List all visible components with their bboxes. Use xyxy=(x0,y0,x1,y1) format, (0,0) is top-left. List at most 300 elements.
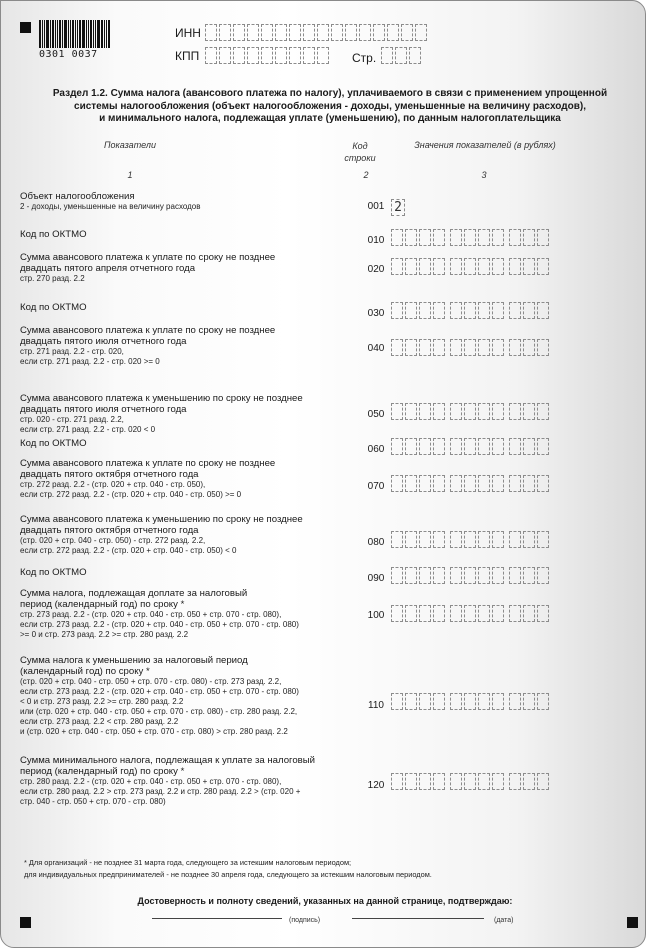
indicator-formula: >= 0 и стр. 273 разд. 2.2 >= стр. 280 разд. 2.2 xyxy=(20,630,189,639)
value-cells[interactable] xyxy=(391,302,551,319)
value-cell[interactable] xyxy=(537,531,549,548)
value-cell[interactable] xyxy=(433,693,445,710)
barcode-bar xyxy=(106,20,107,48)
signature-line[interactable] xyxy=(152,918,282,919)
value-cell[interactable] xyxy=(537,438,549,455)
value-cell[interactable] xyxy=(433,605,445,622)
value-cell[interactable] xyxy=(492,302,504,319)
input-cell[interactable] xyxy=(205,47,217,64)
footnote-line: * Для организаций - не позднее 31 марта года, следующего за истекшим налоговым периодом; xyxy=(24,858,352,867)
signature-caption: (подпись) xyxy=(289,917,321,924)
value-cell[interactable] xyxy=(405,605,417,622)
value-cell[interactable] xyxy=(523,258,535,275)
indicator-formula: 2 - доходы, уменьшенные на величину расходов xyxy=(20,202,201,211)
value-cell[interactable] xyxy=(464,605,476,622)
indicator-label: Код по ОКТМО xyxy=(20,229,87,240)
value-cell[interactable] xyxy=(509,475,521,492)
input-cell[interactable] xyxy=(345,24,357,41)
value-cell[interactable] xyxy=(537,605,549,622)
value-cell[interactable] xyxy=(433,258,445,275)
value-cell[interactable] xyxy=(478,693,490,710)
value-cell[interactable] xyxy=(433,567,445,584)
barcode-bar xyxy=(82,20,85,48)
value-cell[interactable] xyxy=(391,567,403,584)
value-cell[interactable] xyxy=(450,339,462,356)
indicator-label: Код по ОКТМО xyxy=(20,567,87,578)
value-cells[interactable] xyxy=(391,531,551,548)
value-cell[interactable] xyxy=(419,229,431,246)
value-cell[interactable] xyxy=(509,531,521,548)
barcode-bar xyxy=(72,20,74,48)
indicator-formula: если стр. 280 разд. 2.2 > стр. 273 разд. 2.2 и стр. 280 разд. 2.2 > (стр. 020 + xyxy=(20,787,301,796)
value-cell[interactable] xyxy=(405,302,417,319)
page-cells[interactable] xyxy=(381,47,423,64)
value-cell[interactable] xyxy=(450,605,462,622)
input-cell[interactable] xyxy=(381,47,393,64)
value-cell[interactable] xyxy=(464,258,476,275)
barcode xyxy=(39,20,127,60)
value-cell[interactable] xyxy=(509,693,521,710)
value-cell[interactable] xyxy=(509,229,521,246)
section-title-line: системы налогообложения (объект налогообложения - доходы, уменьшенные на величину расходов), xyxy=(74,100,586,112)
indicator-row-060 xyxy=(20,438,645,455)
indicator-row-040 xyxy=(20,325,645,367)
value-cell[interactable] xyxy=(419,531,431,548)
value-cell[interactable] xyxy=(509,773,521,790)
value-cell[interactable] xyxy=(492,229,504,246)
barcode-bar xyxy=(90,20,92,48)
corner-marker-bottom-left xyxy=(20,917,31,928)
value-cell[interactable] xyxy=(391,605,403,622)
value-cell[interactable] xyxy=(433,475,445,492)
indicator-formula: (стр. 020 + стр. 040 - стр. 050) - стр. 272 разд. 2.2, xyxy=(20,536,206,545)
value-cell[interactable] xyxy=(509,438,521,455)
value-cell[interactable] xyxy=(509,403,521,420)
indicator-row-020 xyxy=(20,252,645,284)
value-cell[interactable] xyxy=(405,531,417,548)
value-cell[interactable] xyxy=(450,403,462,420)
date-line[interactable] xyxy=(352,918,484,919)
indicator-formula: или (стр. 020 + стр. 040 - стр. 050 + стр. 070 - стр. 080) - стр. 280 разд. 2.2, xyxy=(20,707,298,716)
value-cell[interactable] xyxy=(523,531,535,548)
barcode-bar xyxy=(55,20,56,48)
value-cell[interactable] xyxy=(464,531,476,548)
input-cell[interactable] xyxy=(289,47,301,64)
barcode-bar xyxy=(104,20,105,48)
barcode-bar xyxy=(79,20,81,48)
value-cell[interactable] xyxy=(450,693,462,710)
date-caption: (дата) xyxy=(494,917,514,924)
line-code: 040 xyxy=(367,343,385,354)
value-cell[interactable] xyxy=(391,403,403,420)
value-cell[interactable] xyxy=(492,693,504,710)
line-code: 030 xyxy=(367,308,385,319)
barcode-bar xyxy=(64,20,67,48)
value-cell[interactable] xyxy=(405,567,417,584)
kpp-label: КПП xyxy=(175,49,200,63)
indicator-formula: если стр. 273 разд. 2.2 - (стр. 020 + стр. 040 - стр. 050 + стр. 070 - стр. 080) xyxy=(20,687,299,696)
page-label: Стр. xyxy=(352,51,377,65)
line-code: 060 xyxy=(367,444,385,455)
indicator-label: период (календарный год) по сроку * xyxy=(20,599,185,610)
value-cell[interactable] xyxy=(537,339,549,356)
value-cell[interactable] xyxy=(464,339,476,356)
barcode-bar xyxy=(101,20,103,48)
footnote xyxy=(24,857,432,881)
value-cell[interactable] xyxy=(523,605,535,622)
value-cell[interactable] xyxy=(405,693,417,710)
value-cell[interactable] xyxy=(391,531,403,548)
input-cell[interactable] xyxy=(247,24,259,41)
value-cell[interactable] xyxy=(433,403,445,420)
object-value-cell[interactable]: 2 xyxy=(391,199,405,216)
value-cell[interactable] xyxy=(450,475,462,492)
value-cell[interactable] xyxy=(464,229,476,246)
value-cell[interactable] xyxy=(478,229,490,246)
value-cell[interactable] xyxy=(391,693,403,710)
value-cell[interactable] xyxy=(523,339,535,356)
inn-cells[interactable] xyxy=(205,24,429,41)
value-cell[interactable] xyxy=(537,693,549,710)
indicator-label: Сумма авансового платежа к уплате по сроку не позднее xyxy=(20,458,276,469)
barcode-bar xyxy=(108,20,110,48)
value-cell[interactable] xyxy=(450,229,462,246)
line-code: 020 xyxy=(367,264,385,275)
col-header-code-line1: Код xyxy=(352,141,368,151)
value-cell[interactable] xyxy=(478,567,490,584)
input-cell[interactable] xyxy=(401,24,413,41)
section-title-line: Раздел 1.2. Сумма налога (авансового платежа по налогу), уплачиваемого в связи с применением упрощенной xyxy=(52,88,608,99)
input-cell[interactable] xyxy=(331,24,343,41)
barcode-bar xyxy=(77,20,78,48)
value-cell[interactable] xyxy=(537,302,549,319)
value-cell[interactable] xyxy=(509,339,521,356)
col-header-indicators: Показатели xyxy=(104,140,156,150)
input-cell[interactable] xyxy=(303,24,315,41)
indicator-row-120 xyxy=(20,755,645,807)
value-cell[interactable] xyxy=(537,258,549,275)
col-header-values: Значения показателей (в рублях) xyxy=(414,140,556,150)
input-cell[interactable] xyxy=(205,24,217,41)
kpp-cells[interactable] xyxy=(205,47,331,64)
value-cell[interactable] xyxy=(523,567,535,584)
indicator-label: двадцать пятого апреля отчетного года xyxy=(20,263,196,274)
indicator-label: Сумма налога к уменьшению за налоговый период xyxy=(20,655,248,666)
barcode-bar xyxy=(59,20,61,48)
value-cell[interactable] xyxy=(450,773,462,790)
value-cell[interactable] xyxy=(433,438,445,455)
value-cell[interactable] xyxy=(419,475,431,492)
indicator-formula: стр. 020 - стр. 271 разд. 2.2, xyxy=(20,415,124,424)
indicator-label: Сумма налога, подлежащая доплате за налоговый xyxy=(20,588,248,599)
value-cell[interactable] xyxy=(523,302,535,319)
value-cell[interactable] xyxy=(492,605,504,622)
indicator-formula: стр. 280 разд. 2.2 - (стр. 020 + стр. 040 - стр. 050 + стр. 070 - стр. 080), xyxy=(20,777,282,786)
value-cell[interactable] xyxy=(419,438,431,455)
value-cell[interactable] xyxy=(523,773,535,790)
value-cell[interactable] xyxy=(492,531,504,548)
barcode-bar xyxy=(42,20,43,48)
input-cell[interactable] xyxy=(395,47,407,64)
value-cell[interactable] xyxy=(464,693,476,710)
barcode-bar xyxy=(93,20,94,48)
line-code: 050 xyxy=(367,409,385,420)
line-code: 090 xyxy=(367,573,385,584)
value-cell[interactable] xyxy=(492,403,504,420)
corner-marker-bottom-right xyxy=(627,917,638,928)
col-header-code xyxy=(340,140,380,164)
value-cell[interactable] xyxy=(492,339,504,356)
input-cell[interactable] xyxy=(415,24,427,41)
value-cell[interactable] xyxy=(419,693,431,710)
indicator-label: Объект налогообложения xyxy=(20,191,135,202)
indicator-formula: стр. 271 разд. 2.2 - стр. 020, xyxy=(20,347,124,356)
value-cell[interactable] xyxy=(478,605,490,622)
indicator-row-080 xyxy=(20,514,645,556)
indicator-row-090 xyxy=(20,567,645,584)
value-cell[interactable] xyxy=(509,302,521,319)
value-cell[interactable] xyxy=(537,229,549,246)
value-cell[interactable] xyxy=(450,258,462,275)
value-cell[interactable] xyxy=(405,258,417,275)
value-cell[interactable] xyxy=(478,475,490,492)
value-cell[interactable] xyxy=(405,438,417,455)
barcode-bar xyxy=(46,20,49,48)
line-code: 010 xyxy=(367,235,385,246)
value-cell[interactable] xyxy=(537,475,549,492)
barcode-bar xyxy=(88,20,89,48)
value-cell[interactable] xyxy=(391,438,403,455)
value-cell[interactable] xyxy=(450,531,462,548)
value-cell[interactable] xyxy=(523,403,535,420)
indicator-label: двадцать пятого июля отчетного года xyxy=(20,404,187,415)
input-cell[interactable] xyxy=(233,24,245,41)
value-cell[interactable] xyxy=(492,773,504,790)
value-cell[interactable] xyxy=(537,403,549,420)
input-cell[interactable] xyxy=(275,47,287,64)
indicator-label: Сумма авансового платежа к уплате по сроку не позднее xyxy=(20,252,276,263)
barcode-bar xyxy=(50,20,51,48)
indicator-formula: если стр. 272 разд. 2.2 - (стр. 020 + стр. 040 - стр. 050) < 0 xyxy=(20,546,237,555)
input-cell[interactable] xyxy=(317,24,329,41)
indicator-label: двадцать пятого октября отчетного года xyxy=(20,469,199,480)
barcode-bar xyxy=(70,20,71,48)
indicator-formula: если стр. 271 разд. 2.2 - стр. 020 < 0 xyxy=(20,425,156,434)
indicator-formula: если стр. 273 разд. 2.2 < стр. 280 разд. 2.2 xyxy=(20,717,179,726)
indicator-row-100 xyxy=(20,588,645,640)
value-cell[interactable] xyxy=(492,475,504,492)
value-cells[interactable] xyxy=(391,605,551,622)
indicator-formula: и (стр. 020 + стр. 040 - стр. 050 + стр. 070 - стр. 080) > стр. 280 разд. 2.2 xyxy=(20,727,288,736)
value-cell[interactable] xyxy=(464,475,476,492)
input-cell[interactable] xyxy=(247,47,259,64)
line-code: 100 xyxy=(367,610,385,621)
value-cell[interactable] xyxy=(523,438,535,455)
indicator-label: двадцать пятого июля отчетного года xyxy=(20,336,187,347)
barcode-bar xyxy=(62,20,63,48)
col-header-code-line2: строки xyxy=(344,153,376,163)
value-cell[interactable] xyxy=(391,258,403,275)
indicator-formula: если стр. 273 разд. 2.2 - (стр. 020 + стр. 040 - стр. 050 + стр. 070 - стр. 080) xyxy=(20,620,299,629)
input-cell[interactable] xyxy=(387,24,399,41)
value-cell[interactable] xyxy=(523,229,535,246)
indicator-label: Код по ОКТМО xyxy=(20,302,87,313)
indicator-label: Сумма авансового платежа к уменьшению по сроку не позднее xyxy=(20,514,303,525)
input-cell[interactable] xyxy=(317,47,329,64)
value-cell[interactable] xyxy=(509,605,521,622)
input-cell[interactable] xyxy=(409,47,421,64)
barcode-bar xyxy=(86,20,87,48)
value-cell[interactable] xyxy=(391,302,403,319)
input-cell[interactable] xyxy=(275,24,287,41)
indicator-formula: стр. 272 разд. 2.2 - (стр. 020 + стр. 040 - стр. 050), xyxy=(20,480,206,489)
indicator-row-030 xyxy=(20,302,645,319)
indicator-formula: стр. 273 разд. 2.2 - (стр. 020 + стр. 040 - стр. 050 + стр. 070 - стр. 080), xyxy=(20,610,282,619)
value-cells[interactable] xyxy=(391,258,551,275)
value-cell[interactable] xyxy=(464,773,476,790)
col-number-3: 3 xyxy=(481,170,487,180)
indicator-formula: стр. 040 - стр. 050 + стр. 070 - стр. 080) xyxy=(20,797,166,806)
barcode-bar xyxy=(97,20,100,48)
indicator-row-001 xyxy=(20,191,645,215)
indicator-label: Код по ОКТМО xyxy=(20,438,87,449)
line-code: 070 xyxy=(367,481,385,492)
value-cell[interactable] xyxy=(391,229,403,246)
input-cell[interactable] xyxy=(261,24,273,41)
indicator-formula: < 0 и стр. 273 разд. 2.2 >= стр. 280 разд. 2.2 xyxy=(20,697,184,706)
value-cell[interactable] xyxy=(391,475,403,492)
value-cells[interactable] xyxy=(391,403,551,420)
barcode-bar xyxy=(52,20,54,48)
value-cell[interactable] xyxy=(419,258,431,275)
value-cell[interactable] xyxy=(478,773,490,790)
value-cell[interactable] xyxy=(509,258,521,275)
value-cells[interactable] xyxy=(391,773,551,790)
value-cell[interactable] xyxy=(419,773,431,790)
line-code: 110 xyxy=(368,700,384,711)
col-number-1: 1 xyxy=(127,170,133,180)
value-cells[interactable] xyxy=(391,339,551,356)
value-cell[interactable] xyxy=(419,567,431,584)
col-number-2: 2 xyxy=(363,170,369,180)
line-code: 001 xyxy=(367,201,385,212)
barcode-bar xyxy=(68,20,69,48)
value-cell[interactable] xyxy=(433,302,445,319)
indicator-row-010 xyxy=(20,229,645,246)
value-cell[interactable] xyxy=(419,302,431,319)
value-cell[interactable] xyxy=(464,438,476,455)
indicator-row-110 xyxy=(20,655,645,737)
barcode-bar xyxy=(44,20,45,48)
indicator-label: Сумма авансового платежа к уплате по сроку не позднее xyxy=(20,325,276,336)
value-cell[interactable] xyxy=(405,229,417,246)
value-cell[interactable] xyxy=(419,605,431,622)
value-cell[interactable] xyxy=(450,567,462,584)
indicator-label: период (календарный год) по сроку * xyxy=(20,766,185,777)
corner-marker-top-left xyxy=(20,22,31,33)
indicator-row-050 xyxy=(20,393,645,435)
value-cell[interactable] xyxy=(433,229,445,246)
input-cell[interactable] xyxy=(233,47,245,64)
barcode-bars xyxy=(39,20,127,48)
input-cell[interactable] xyxy=(373,24,385,41)
value-cell[interactable] xyxy=(478,403,490,420)
barcode-bar xyxy=(95,20,96,48)
footnote-line: для индивидуальных предпринимателей - не позднее 30 апреля года, следующего за истекшим налоговым периодом. xyxy=(24,870,432,879)
indicator-label: Сумма авансового платежа к уменьшению по сроку не позднее xyxy=(20,393,303,404)
input-cell[interactable] xyxy=(219,47,231,64)
indicator-label: (календарный год) по сроку * xyxy=(20,666,150,677)
value-cell[interactable] xyxy=(464,567,476,584)
indicator-label: двадцать пятого октября отчетного года xyxy=(20,525,199,536)
value-cell[interactable] xyxy=(419,339,431,356)
value-cell[interactable] xyxy=(450,438,462,455)
indicator-formula: если стр. 271 разд. 2.2 - стр. 020 >= 0 xyxy=(20,357,160,366)
value-cell[interactable] xyxy=(405,339,417,356)
barcode-bar xyxy=(75,20,76,48)
value-cells[interactable] xyxy=(391,229,551,246)
value-cell[interactable] xyxy=(391,339,403,356)
value-cell[interactable] xyxy=(433,339,445,356)
indicator-row-070 xyxy=(20,458,645,500)
indicator-formula: если стр. 272 разд. 2.2 - (стр. 020 + стр. 040 - стр. 050) >= 0 xyxy=(20,490,242,499)
value-cell[interactable] xyxy=(391,773,403,790)
value-cells[interactable] xyxy=(391,438,551,455)
indicator-formula: (стр. 020 + стр. 040 - стр. 050 + стр. 070 - стр. 080) - стр. 273 разд. 2.2, xyxy=(20,677,282,686)
section-title-line: и минимального налога, подлежащая уплате (уменьшению), по данным налогоплательщика xyxy=(99,113,561,124)
input-cell[interactable] xyxy=(303,47,315,64)
value-cell[interactable] xyxy=(478,302,490,319)
value-cell[interactable] xyxy=(537,773,549,790)
input-cell[interactable] xyxy=(289,24,301,41)
input-cell[interactable] xyxy=(261,47,273,64)
value-cell[interactable] xyxy=(433,531,445,548)
inn-label: ИНН xyxy=(175,26,201,40)
value-cell[interactable] xyxy=(405,773,417,790)
value-cell[interactable] xyxy=(478,438,490,455)
value-cells[interactable] xyxy=(391,475,551,492)
value-cell[interactable] xyxy=(509,567,521,584)
value-cells[interactable] xyxy=(391,693,551,710)
line-code: 080 xyxy=(367,537,385,548)
value-cell[interactable] xyxy=(464,403,476,420)
value-cell[interactable] xyxy=(478,339,490,356)
value-cells[interactable] xyxy=(391,567,551,584)
input-cell[interactable] xyxy=(219,24,231,41)
value-cell[interactable] xyxy=(478,258,490,275)
indicator-formula: стр. 270 разд. 2.2 xyxy=(20,274,85,283)
indicator-label: Сумма минимального налога, подлежащая к уплате за налоговый xyxy=(20,755,316,766)
value-cell[interactable] xyxy=(523,475,535,492)
value-cell[interactable] xyxy=(492,567,504,584)
value-cell[interactable] xyxy=(405,403,417,420)
value-cell[interactable] xyxy=(419,403,431,420)
section-title xyxy=(20,88,640,126)
value-cell[interactable] xyxy=(433,773,445,790)
value-cell[interactable] xyxy=(478,531,490,548)
value-cell[interactable] xyxy=(405,475,417,492)
barcode-bar xyxy=(39,20,41,48)
value-cell[interactable] xyxy=(492,438,504,455)
value-cell[interactable] xyxy=(523,693,535,710)
confirmation-text: Достоверность и полноту сведений, указанных на данной странице, подтверждаю: xyxy=(137,896,513,906)
value-cell[interactable] xyxy=(492,258,504,275)
value-cell[interactable] xyxy=(537,567,549,584)
value-cell[interactable] xyxy=(464,302,476,319)
barcode-number: 0301 0037 xyxy=(39,49,98,60)
input-cell[interactable] xyxy=(359,24,371,41)
value-cell[interactable] xyxy=(450,302,462,319)
